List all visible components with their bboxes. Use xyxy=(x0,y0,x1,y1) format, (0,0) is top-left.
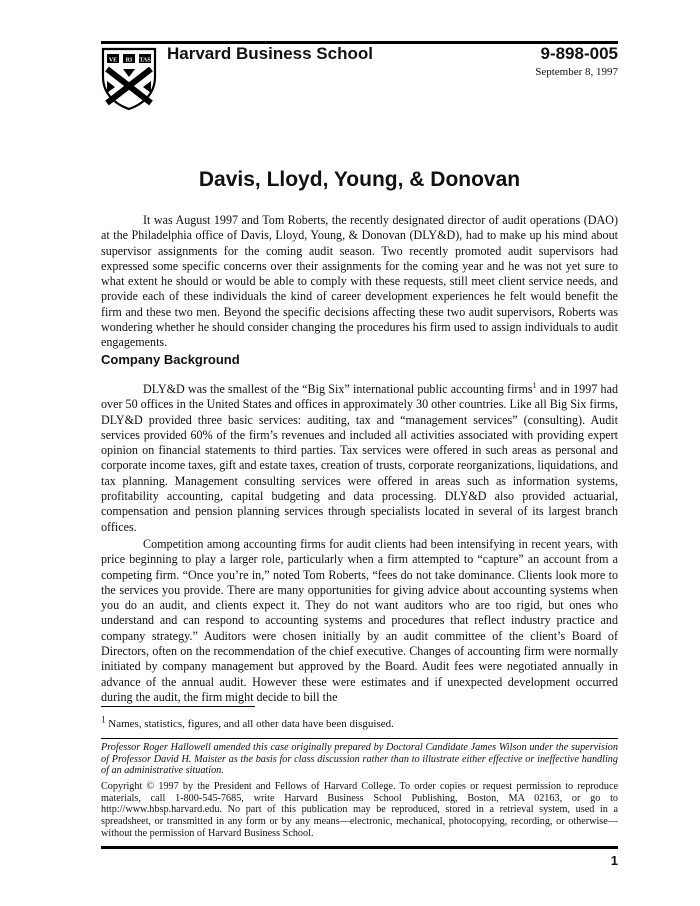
case-number: 9-898-005 xyxy=(540,44,618,63)
case-title: Davis, Lloyd, Young, & Donovan xyxy=(198,168,521,191)
footnote-reference[interactable]: 1 xyxy=(532,380,537,390)
competition-paragraph: Competition among accounting firms for audit clients had been intensifying in recent years, with price beginning to play a larger role, particularly when a firm attempted to “capture” an account from a competing firm. “Once you’re in,” noted Tom Roberts, “fees do not take dominance. Clients look more to the services you provide. There are many opportunities for giving advice about accounting systems when you do an audit, and clients expect it. They do not want auditors who are too rigid, but ones who understand and can respond to accounting systems and procedures that reflect industry practice and company strategy.” Auditors were chosen initially by an audit committee of the client’s Board of Directors, often on the recommendation of the chief executive. Changes of accounting firm were normally initiated by company management but approved by the Board. Audit fees were negotiated annually in advance of the annual audit. However these were estimates and if unexpected development occurred during the audit, the firm might decide to bill the xyxy=(101,537,618,704)
footnote xyxy=(101,714,394,730)
footer-rule xyxy=(101,846,618,849)
professor-note: Professor Roger Hallowell amended this case originally prepared by Doctoral Candidate James Wilson under the supervision of Professor David H. Maister as the basis for class discussion rather than to illustrate either effective or ineffective handling of an administrative situation. xyxy=(101,742,618,776)
school-name: Harvard Business School xyxy=(167,44,373,63)
background-text-rest: and in 1997 had over 50 offices in the United States and offices in approximately 30 other countries. Like all Big Six firms, DLY&D provided three basic services: auditing, tax and “management services” (consulting). Audit services provided 60% of the firm’s revenues and included all activities associated with providing expert opinion on financial statements to third parties. Tax services were offered in such areas as personal and corporate income taxes, gift and estate taxes, creation of trusts, corporate reorganizations, liquidations, and tax planning. Management consulting services were offered in areas such as information systems, profitability accounting, capital budgeting and data processing. DLY&D also provided actuarial, compensation and pension planning services through specialists located in several of its largest branch offices. xyxy=(101,382,618,534)
notes-divider xyxy=(101,738,618,739)
copyright-notice: Copyright © 1997 by the President and Fellows of Harvard College. To order copies or request permission to reproduce materials, call 1-800-545-7685, write Harvard Business School Publishing, Boston, MA 02163, or go to http://www.hbsp.harvard.edu. No part of this publication may be reproduced, stored in a retrieval system, used in a spreadsheet, or transmitted in any form or by any means—electronic, mechanical, photocopying, recording, or otherwise—without the permission of Harvard Business School. xyxy=(101,781,618,839)
harvard-shield-icon xyxy=(101,47,157,111)
background-text-start: DLY&D was the smallest of the “Big Six” international public accounting firms xyxy=(143,382,533,396)
section-heading: Company Background xyxy=(101,352,240,367)
svg-text:VE: VE xyxy=(108,57,118,64)
footnote-mark: 1 xyxy=(101,714,106,725)
footnote-text: Names, statistics, figures, and all other data have been disguised. xyxy=(105,718,394,730)
background-paragraph xyxy=(101,382,618,535)
page-number: 1 xyxy=(610,853,618,868)
svg-text:RI: RI xyxy=(125,57,133,64)
case-date: September 8, 1997 xyxy=(535,66,618,78)
footnote-divider xyxy=(101,706,255,707)
intro-paragraph: It was August 1997 and Tom Roberts, the recently designated director of audit operations (DAO) at the Philadelphia office of Davis, Lloyd, Young, & Donovan (DLY&D), had to make up his mind about supervisor assignments for the coming audit season. Two recently promoted audit supervisors had expressed some specific concerns over their assignments for the coming year and he was not yet sure to what extent he should or would be able to comply with these requests, still meet client service needs, and provide each of these individuals the kind of career development experiences he felt would benefit the firm and these two men. Beyond the specific decisions affecting these two audit supervisors, Roberts was wondering whether he should consider changing the procedures his firm used to assign individuals to audit engagements. xyxy=(101,213,618,350)
svg-text:TAS: TAS xyxy=(139,57,151,64)
